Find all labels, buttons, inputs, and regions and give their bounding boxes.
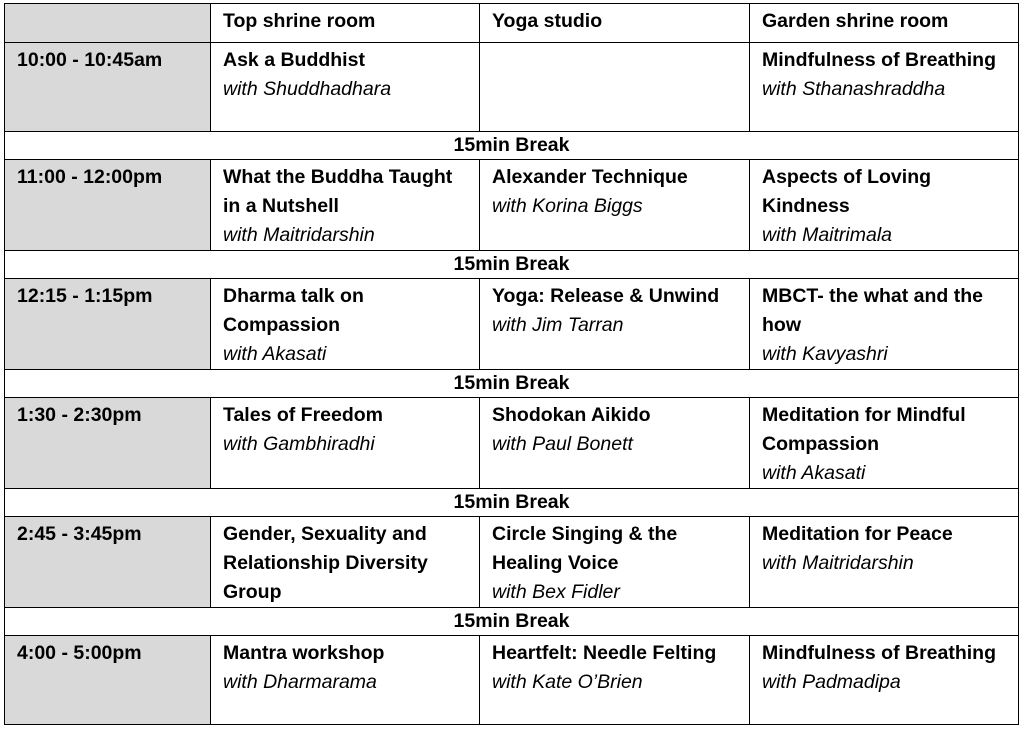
session-host: with Bex Fidler <box>492 581 620 603</box>
room-header-garden-shrine: Garden shrine room <box>750 4 1019 43</box>
session-row <box>5 398 1019 489</box>
session-cell <box>211 517 480 608</box>
break-row <box>5 608 1019 636</box>
session-cell <box>480 43 750 132</box>
session-host: with Akasati <box>223 343 327 365</box>
break-label: 15min Break <box>5 489 1019 517</box>
session-host: with Shuddhadhara <box>223 78 392 100</box>
session-host: with Sthanashraddha <box>762 78 946 100</box>
session-host: with Kate O’Brien <box>492 671 643 693</box>
session-cell <box>750 398 1019 489</box>
room-header-yoga-studio: Yoga studio <box>480 4 750 43</box>
break-label: 15min Break <box>5 370 1019 398</box>
corner-cell <box>5 4 211 43</box>
time-slot: 12:15 - 1:15pm <box>5 279 211 370</box>
session-host: with Kavyashri <box>762 343 888 365</box>
session-title: Mindfulness of Breathing <box>762 49 996 71</box>
session-cell <box>750 160 1019 251</box>
session-cell <box>211 160 480 251</box>
session-cell <box>211 43 480 132</box>
session-title: Meditation for Mindful Compassion <box>762 404 966 455</box>
session-host: with Maitrimala <box>762 224 893 246</box>
session-cell <box>480 636 750 725</box>
session-host: with Dharmarama <box>223 671 377 693</box>
time-slot: 1:30 - 2:30pm <box>5 398 211 489</box>
session-title: What the Buddha Taught in a Nutshell <box>223 166 453 217</box>
session-row <box>5 279 1019 370</box>
session-title: Aspects of Loving Kindness <box>762 166 932 217</box>
session-title: Meditation for Peace <box>762 523 953 545</box>
session-host: with Jim Tarran <box>492 314 624 336</box>
session-title: Gender, Sexuality and Relationship Diversity Group <box>223 523 428 603</box>
schedule-table <box>4 3 1019 725</box>
session-cell <box>750 43 1019 132</box>
session-title: Mantra workshop <box>223 642 385 664</box>
session-host: with Padmadipa <box>762 671 901 693</box>
session-title: MBCT- the what and the how <box>762 285 983 336</box>
header-row <box>5 4 1019 43</box>
time-slot: 10:00 - 10:45am <box>5 43 211 132</box>
session-host: with Maitridarshin <box>223 224 375 246</box>
break-row <box>5 370 1019 398</box>
break-label: 15min Break <box>5 251 1019 279</box>
session-cell <box>211 636 480 725</box>
session-title: Mindfulness of Breathing <box>762 642 996 664</box>
session-cell <box>211 279 480 370</box>
session-title: Yoga: Release & Unwind <box>492 285 720 307</box>
session-cell <box>211 398 480 489</box>
session-row <box>5 43 1019 132</box>
session-host: with Korina Biggs <box>492 195 643 217</box>
time-slot: 4:00 - 5:00pm <box>5 636 211 725</box>
break-row <box>5 251 1019 279</box>
session-row <box>5 160 1019 251</box>
time-slot: 11:00 - 12:00pm <box>5 160 211 251</box>
room-header-top-shrine: Top shrine room <box>211 4 480 43</box>
session-title: Alexander Technique <box>492 166 688 188</box>
session-cell <box>480 517 750 608</box>
session-title: Heartfelt: Needle Felting <box>492 642 717 664</box>
session-title: Shodokan Aikido <box>492 404 651 426</box>
session-title: Tales of Freedom <box>223 404 384 426</box>
session-cell <box>750 636 1019 725</box>
break-row <box>5 489 1019 517</box>
break-label: 15min Break <box>5 132 1019 160</box>
session-host: with Paul Bonett <box>492 433 633 455</box>
session-host: with Maitridarshin <box>762 552 914 574</box>
session-title: Circle Singing & the Healing Voice <box>492 523 678 574</box>
session-row <box>5 636 1019 725</box>
session-cell <box>480 279 750 370</box>
session-cell <box>480 398 750 489</box>
session-cell <box>480 160 750 251</box>
session-title: Dharma talk on Compassion <box>223 285 364 336</box>
break-label: 15min Break <box>5 608 1019 636</box>
session-row <box>5 517 1019 608</box>
session-host: with Akasati <box>762 462 866 484</box>
session-host: with Gambhiradhi <box>223 433 375 455</box>
time-slot: 2:45 - 3:45pm <box>5 517 211 608</box>
break-row <box>5 132 1019 160</box>
session-title: Ask a Buddhist <box>223 49 365 71</box>
session-cell <box>750 279 1019 370</box>
session-cell <box>750 517 1019 608</box>
